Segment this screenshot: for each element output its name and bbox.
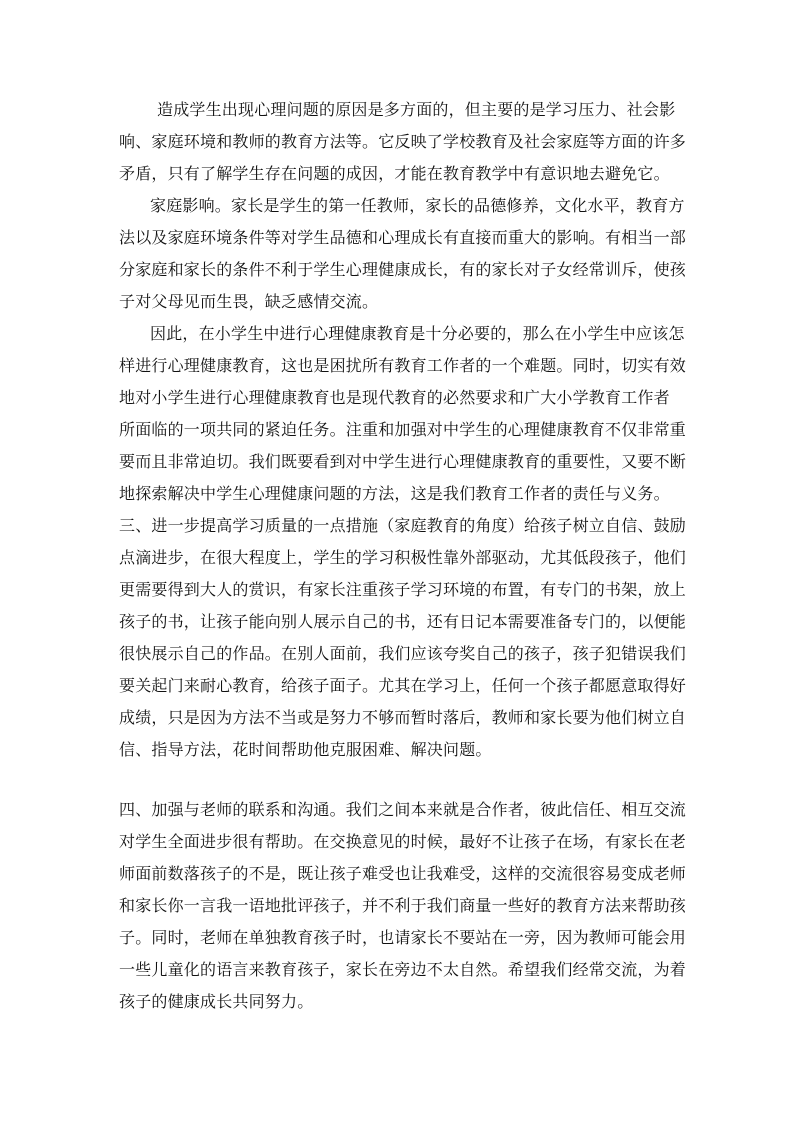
text-line: 孩子的健康成长共同努力。 [119, 992, 314, 1011]
text-line: 要而且非常迫切。我们既要看到对中学生进行心理健康教育的重要性，又要不断 [119, 452, 687, 471]
text-line: 一些儿童化的语言来教育孩子，家长在旁边不太自然。希望我们经常交流，为着 [119, 960, 687, 979]
text-line: 地对小学生进行心理健康教育也是现代教育的必然要求和广大小学教育工作者 [119, 388, 670, 407]
text-line: 要关起门来耐心教育，给孩子面子。尤其在学习上，任何一个孩子都愿意取得好 [119, 676, 687, 695]
text-line: 对学生全面进步很有帮助。在交换意见的时候，最好不让孩子在场，有家长在老 [119, 832, 687, 851]
text-line: 更需要得到大人的赏识，有家长注重孩子学习环境的布置，有专门的书架，放上 [119, 580, 687, 599]
text-line: 子对父母见而生畏，缺乏感情交流。 [119, 292, 379, 311]
text-line: 成绩，只是因为方法不当或是努力不够而暂时落后，教师和家长要为他们树立自 [119, 708, 687, 727]
text-line: 家庭影响。家长是学生的第一任教师，家长的品德修养，文化水平，教育方 [150, 196, 685, 215]
text-line: 矛盾，只有了解学生存在问题的成因，才能在教育教学中有意识地去避免它。 [119, 164, 670, 183]
text-line: 信、指导方法，花时间帮助他克服困难、解决问题。 [119, 740, 492, 759]
section-heading-line: 三、进一步提高学习质量的一点措施（家庭教育的角度）给孩子树立自信、鼓励 [119, 516, 687, 535]
text-line: 响、家庭环境和教师的教育方法等。它反映了学校教育及社会家庭等方面的许多 [119, 132, 687, 151]
text-line: 所面临的一项共同的紧迫任务。注重和加强对中学生的心理健康教育不仅非常重 [119, 420, 687, 439]
text-line: 因此，在小学生中进行心理健康教育是十分必要的，那么在小学生中应该怎 [150, 324, 685, 343]
text-line: 和家长你一言我一语地批评孩子，并不利于我们商量一些好的教育方法来帮助孩 [119, 896, 687, 915]
text-line: 样进行心理健康教育，这也是困扰所有教育工作者的一个难题。同时，切实有效 [119, 356, 687, 375]
section-heading-line: 四、加强与老师的联系和沟通。我们之间本来就是合作者，彼此信任、相互交流 [119, 800, 687, 819]
text-line: 法以及家庭环境条件等对学生品德和心理成长有直接而重大的影响。有相当一部 [119, 228, 687, 247]
text-line: 点滴进步，在很大程度上，学生的学习积极性靠外部驱动，尤其低段孩子，他们 [119, 548, 687, 567]
text-line: 孩子的书，让孩子能向别人展示自己的书，还有日记本需要准备专门的，以便能 [119, 612, 687, 631]
text-line: 师面前数落孩子的不是，既让孩子难受也让我难受，这样的交流很容易变成老师 [119, 864, 687, 883]
text-line: 分家庭和家长的条件不利于学生心理健康成长，有的家长对子女经常训斥，使孩 [119, 260, 687, 279]
text-line: 子。同时，老师在单独教育孩子时，也请家长不要站在一旁，因为教师可能会用 [119, 928, 687, 947]
text-line: 很快展示自己的作品。在别人面前，我们应该夸奖自己的孩子，孩子犯错误我们 [119, 644, 687, 663]
text-line: 地探索解决中学生心理健康问题的方法，这是我们教育工作者的责任与义务。 [119, 484, 670, 503]
text-line: 造成学生出现心理问题的原因是多方面的，但主要的是学习压力、社会影 [157, 100, 676, 119]
